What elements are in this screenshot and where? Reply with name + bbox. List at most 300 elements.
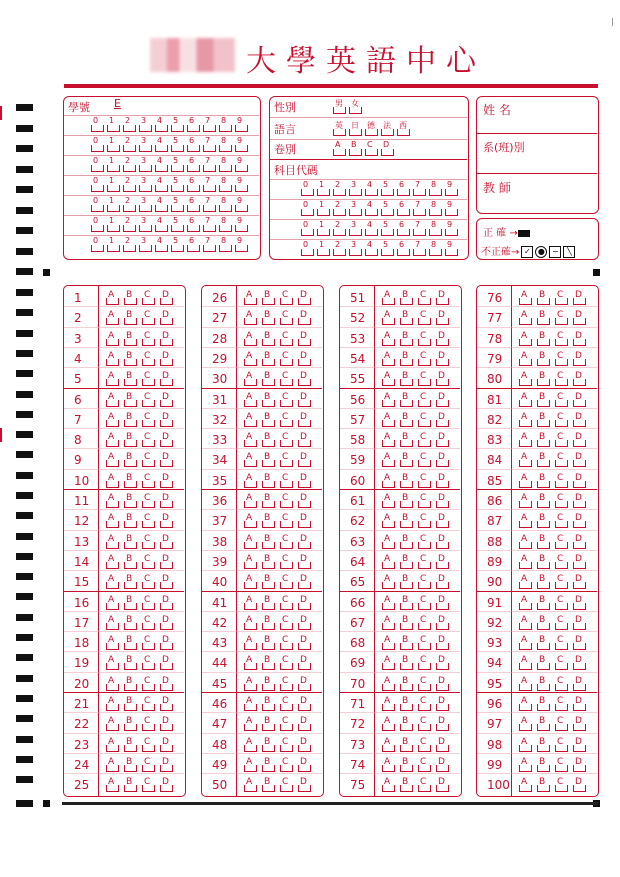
bubble-d[interactable]: D	[158, 474, 176, 488]
bubble-b[interactable]: B	[122, 778, 140, 792]
bubble-d[interactable]: D	[434, 433, 452, 447]
bubble-a[interactable]: A	[104, 616, 122, 630]
bubble-d[interactable]: D	[296, 636, 314, 650]
bubble-a[interactable]: A	[104, 535, 122, 549]
bubble-a[interactable]: A	[380, 372, 398, 386]
bubble-a[interactable]: A	[380, 738, 398, 752]
bubble-a[interactable]: A	[380, 778, 398, 792]
bubble-d[interactable]: D	[571, 494, 589, 508]
bubble-a[interactable]: A	[242, 717, 260, 731]
bubble-4[interactable]: 4	[154, 159, 170, 173]
bubble-8[interactable]: 8	[218, 219, 234, 233]
bubble-a[interactable]: A	[104, 758, 122, 772]
bubble-a[interactable]: A	[380, 656, 398, 670]
bubble-c[interactable]: C	[416, 758, 434, 772]
bubble-b[interactable]: B	[535, 514, 553, 528]
bubble-a[interactable]: A	[517, 413, 535, 427]
bubble-d[interactable]: D	[571, 677, 589, 691]
bubble-d[interactable]: D	[296, 453, 314, 467]
bubble-a[interactable]: A	[517, 677, 535, 691]
bubble-d[interactable]: D	[158, 596, 176, 610]
bubble-a[interactable]: A	[517, 514, 535, 528]
bubble-2[interactable]: 2	[122, 119, 138, 133]
bubble-c[interactable]: C	[278, 697, 296, 711]
bubble-a[interactable]: A	[104, 393, 122, 407]
bubble-2[interactable]: 2	[122, 239, 138, 253]
bubble-a[interactable]: A	[517, 778, 535, 792]
bubble-4[interactable]: 4	[364, 243, 380, 257]
bubble-b[interactable]: B	[535, 738, 553, 752]
volume-bubbles[interactable]	[332, 140, 396, 157]
bubble-西[interactable]: 西	[396, 123, 412, 137]
bubble-c[interactable]: C	[553, 453, 571, 467]
bubble-b[interactable]: B	[260, 474, 278, 488]
bubble-d[interactable]: D	[434, 575, 452, 589]
bubble-c[interactable]: C	[416, 575, 434, 589]
bubble-d[interactable]: D	[571, 717, 589, 731]
bubble-b[interactable]: B	[398, 474, 416, 488]
bubble-c[interactable]: C	[553, 616, 571, 630]
bubble-d[interactable]: D	[571, 352, 589, 366]
bubble-0[interactable]: 0	[90, 179, 106, 193]
bubble-7[interactable]: 7	[412, 203, 428, 217]
bubble-b[interactable]: B	[122, 494, 140, 508]
bubble-c[interactable]: C	[553, 494, 571, 508]
bubble-d[interactable]: D	[380, 143, 396, 157]
bubble-d[interactable]: D	[571, 332, 589, 346]
bubble-c[interactable]: C	[140, 738, 158, 752]
bubble-b[interactable]: B	[260, 453, 278, 467]
bubble-4[interactable]: 4	[154, 119, 170, 133]
bubble-b[interactable]: B	[260, 656, 278, 670]
bubble-a[interactable]: A	[104, 636, 122, 650]
bubble-6[interactable]: 6	[396, 183, 412, 197]
bubble-d[interactable]: D	[296, 616, 314, 630]
bubble-b[interactable]: B	[122, 555, 140, 569]
bubble-b[interactable]: B	[398, 717, 416, 731]
bubble-d[interactable]: D	[296, 433, 314, 447]
bubble-6[interactable]: 6	[396, 243, 412, 257]
bubble-d[interactable]: D	[434, 656, 452, 670]
bubble-a[interactable]: A	[242, 778, 260, 792]
bubble-b[interactable]: B	[260, 697, 278, 711]
bubble-b[interactable]: B	[122, 717, 140, 731]
bubble-c[interactable]: C	[416, 311, 434, 325]
bubble-c[interactable]: C	[140, 433, 158, 447]
bubble-1[interactable]: 1	[106, 239, 122, 253]
bubble-d[interactable]: D	[158, 656, 176, 670]
bubble-a[interactable]: A	[380, 636, 398, 650]
bubble-6[interactable]: 6	[186, 239, 202, 253]
bubble-a[interactable]: A	[517, 535, 535, 549]
bubble-d[interactable]: D	[571, 413, 589, 427]
bubble-d[interactable]: D	[571, 291, 589, 305]
bubble-c[interactable]: C	[553, 291, 571, 305]
bubble-a[interactable]: A	[517, 332, 535, 346]
bubble-c[interactable]: C	[278, 474, 296, 488]
bubble-a[interactable]: A	[517, 393, 535, 407]
bubble-a[interactable]: A	[517, 697, 535, 711]
bubble-b[interactable]: B	[535, 596, 553, 610]
bubble-a[interactable]: A	[517, 636, 535, 650]
bubble-d[interactable]: D	[571, 636, 589, 650]
bubble-d[interactable]: D	[571, 555, 589, 569]
bubble-a[interactable]: A	[242, 535, 260, 549]
bubble-c[interactable]: C	[140, 372, 158, 386]
bubble-c[interactable]: C	[553, 413, 571, 427]
bubble-d[interactable]: D	[296, 332, 314, 346]
bubble-b[interactable]: B	[260, 616, 278, 630]
bubble-a[interactable]: A	[104, 738, 122, 752]
bubble-c[interactable]: C	[416, 778, 434, 792]
bubble-d[interactable]: D	[434, 494, 452, 508]
bubble-d[interactable]: D	[434, 413, 452, 427]
bubble-c[interactable]: C	[278, 413, 296, 427]
bubble-a[interactable]: A	[242, 291, 260, 305]
bubble-d[interactable]: D	[158, 677, 176, 691]
bubble-a[interactable]: A	[332, 143, 348, 157]
bubble-c[interactable]: C	[416, 332, 434, 346]
bubble-b[interactable]: B	[122, 636, 140, 650]
bubble-7[interactable]: 7	[412, 243, 428, 257]
bubble-c[interactable]: C	[278, 291, 296, 305]
bubble-c[interactable]: C	[140, 332, 158, 346]
bubble-b[interactable]: B	[535, 535, 553, 549]
bubble-b[interactable]: B	[260, 738, 278, 752]
bubble-4[interactable]: 4	[364, 203, 380, 217]
bubble-b[interactable]: B	[398, 433, 416, 447]
bubble-d[interactable]: D	[571, 453, 589, 467]
bubble-3[interactable]: 3	[138, 199, 154, 213]
bubble-2[interactable]: 2	[122, 219, 138, 233]
bubble-c[interactable]: C	[140, 393, 158, 407]
bubble-5[interactable]: 5	[170, 239, 186, 253]
bubble-9[interactable]: 9	[234, 159, 250, 173]
bubble-c[interactable]: C	[553, 514, 571, 528]
bubble-c[interactable]: C	[553, 474, 571, 488]
bubble-2[interactable]: 2	[122, 179, 138, 193]
bubble-8[interactable]: 8	[218, 119, 234, 133]
bubble-3[interactable]: 3	[348, 203, 364, 217]
bubble-c[interactable]: C	[140, 555, 158, 569]
bubble-c[interactable]: C	[416, 453, 434, 467]
bubble-7[interactable]: 7	[202, 139, 218, 153]
bubble-1[interactable]: 1	[106, 159, 122, 173]
bubble-a[interactable]: A	[380, 311, 398, 325]
bubble-b[interactable]: B	[398, 555, 416, 569]
bubble-a[interactable]: A	[242, 352, 260, 366]
bubble-c[interactable]: C	[416, 677, 434, 691]
bubble-c[interactable]: C	[278, 535, 296, 549]
bubble-a[interactable]: A	[104, 291, 122, 305]
bubble-a[interactable]: A	[380, 393, 398, 407]
bubble-b[interactable]: B	[398, 535, 416, 549]
bubble-1[interactable]: 1	[316, 243, 332, 257]
bubble-b[interactable]: B	[122, 738, 140, 752]
bubble-8[interactable]: 8	[428, 223, 444, 237]
bubble-b[interactable]: B	[122, 393, 140, 407]
bubble-6[interactable]: 6	[186, 119, 202, 133]
bubble-5[interactable]: 5	[380, 243, 396, 257]
bubble-c[interactable]: C	[140, 413, 158, 427]
bubble-c[interactable]: C	[278, 311, 296, 325]
bubble-b[interactable]: B	[535, 575, 553, 589]
bubble-7[interactable]: 7	[202, 119, 218, 133]
bubble-b[interactable]: B	[398, 291, 416, 305]
bubble-b[interactable]: B	[122, 474, 140, 488]
bubble-c[interactable]: C	[416, 372, 434, 386]
bubble-b[interactable]: B	[122, 758, 140, 772]
bubble-a[interactable]: A	[104, 311, 122, 325]
bubble-c[interactable]: C	[553, 332, 571, 346]
bubble-b[interactable]: B	[398, 311, 416, 325]
bubble-2[interactable]: 2	[122, 159, 138, 173]
bubble-c[interactable]: C	[416, 596, 434, 610]
bubble-d[interactable]: D	[158, 352, 176, 366]
bubble-0[interactable]: 0	[90, 139, 106, 153]
bubble-3[interactable]: 3	[138, 239, 154, 253]
bubble-b[interactable]: B	[260, 596, 278, 610]
bubble-c[interactable]: C	[553, 372, 571, 386]
bubble-c[interactable]: C	[553, 636, 571, 650]
bubble-c[interactable]: C	[416, 656, 434, 670]
bubble-d[interactable]: D	[571, 393, 589, 407]
bubble-b[interactable]: B	[535, 555, 553, 569]
bubble-3[interactable]: 3	[138, 159, 154, 173]
bubble-c[interactable]: C	[416, 433, 434, 447]
bubble-a[interactable]: A	[242, 494, 260, 508]
bubble-d[interactable]: D	[434, 352, 452, 366]
bubble-c[interactable]: C	[416, 697, 434, 711]
bubble-5[interactable]: 5	[170, 119, 186, 133]
bubble-a[interactable]: A	[242, 332, 260, 346]
bubble-b[interactable]: B	[260, 514, 278, 528]
bubble-1[interactable]: 1	[106, 139, 122, 153]
bubble-5[interactable]: 5	[380, 183, 396, 197]
bubble-b[interactable]: B	[260, 372, 278, 386]
bubble-b[interactable]: B	[122, 616, 140, 630]
bubble-d[interactable]: D	[434, 616, 452, 630]
bubble-c[interactable]: C	[416, 514, 434, 528]
bubble-a[interactable]: A	[380, 596, 398, 610]
bubble-b[interactable]: B	[535, 413, 553, 427]
bubble-b[interactable]: B	[535, 291, 553, 305]
bubble-c[interactable]: C	[416, 494, 434, 508]
bubble-d[interactable]: D	[296, 555, 314, 569]
bubble-d[interactable]: D	[158, 738, 176, 752]
bubble-2[interactable]: 2	[332, 243, 348, 257]
bubble-d[interactable]: D	[158, 535, 176, 549]
bubble-b[interactable]: B	[535, 372, 553, 386]
bubble-c[interactable]: C	[140, 575, 158, 589]
bubble-c[interactable]: C	[140, 677, 158, 691]
bubble-a[interactable]: A	[242, 372, 260, 386]
bubble-a[interactable]: A	[104, 413, 122, 427]
bubble-1[interactable]: 1	[316, 183, 332, 197]
bubble-4[interactable]: 4	[364, 223, 380, 237]
bubble-8[interactable]: 8	[428, 183, 444, 197]
bubble-b[interactable]: B	[260, 494, 278, 508]
bubble-c[interactable]: C	[140, 474, 158, 488]
bubble-c[interactable]: C	[553, 393, 571, 407]
bubble-a[interactable]: A	[380, 758, 398, 772]
bubble-c[interactable]: C	[278, 677, 296, 691]
bubble-c[interactable]: C	[140, 616, 158, 630]
bubble-b[interactable]: B	[535, 453, 553, 467]
bubble-c[interactable]: C	[553, 717, 571, 731]
bubble-a[interactable]: A	[517, 738, 535, 752]
bubble-d[interactable]: D	[296, 677, 314, 691]
bubble-c[interactable]: C	[553, 575, 571, 589]
bubble-a[interactable]: A	[104, 697, 122, 711]
bubble-b[interactable]: B	[260, 291, 278, 305]
bubble-日[interactable]: 日	[348, 123, 364, 137]
bubble-a[interactable]: A	[380, 352, 398, 366]
bubble-d[interactable]: D	[434, 514, 452, 528]
bubble-8[interactable]: 8	[428, 203, 444, 217]
bubble-0[interactable]: 0	[90, 239, 106, 253]
bubble-d[interactable]: D	[571, 738, 589, 752]
bubble-d[interactable]: D	[296, 291, 314, 305]
bubble-4[interactable]: 4	[154, 239, 170, 253]
bubble-c[interactable]: C	[278, 717, 296, 731]
bubble-d[interactable]: D	[571, 311, 589, 325]
bubble-1[interactable]: 1	[106, 179, 122, 193]
bubble-0[interactable]: 0	[90, 159, 106, 173]
bubble-7[interactable]: 7	[202, 199, 218, 213]
bubble-b[interactable]: B	[535, 616, 553, 630]
bubble-b[interactable]: B	[535, 393, 553, 407]
bubble-d[interactable]: D	[158, 413, 176, 427]
bubble-2[interactable]: 2	[122, 199, 138, 213]
bubble-b[interactable]: B	[260, 311, 278, 325]
bubble-d[interactable]: D	[571, 372, 589, 386]
bubble-d[interactable]: D	[571, 535, 589, 549]
bubble-a[interactable]: A	[104, 596, 122, 610]
bubble-b[interactable]: B	[122, 575, 140, 589]
bubble-d[interactable]: D	[434, 474, 452, 488]
bubble-c[interactable]: C	[553, 433, 571, 447]
bubble-c[interactable]: C	[278, 514, 296, 528]
bubble-d[interactable]: D	[296, 372, 314, 386]
bubble-8[interactable]: 8	[218, 199, 234, 213]
bubble-c[interactable]: C	[553, 311, 571, 325]
bubble-a[interactable]: A	[242, 575, 260, 589]
bubble-b[interactable]: B	[398, 332, 416, 346]
bubble-3[interactable]: 3	[348, 183, 364, 197]
bubble-b[interactable]: B	[398, 494, 416, 508]
bubble-6[interactable]: 6	[186, 179, 202, 193]
bubble-d[interactable]: D	[296, 575, 314, 589]
bubble-c[interactable]: C	[416, 352, 434, 366]
bubble-a[interactable]: A	[242, 433, 260, 447]
bubble-b[interactable]: B	[398, 575, 416, 589]
bubble-c[interactable]: C	[278, 758, 296, 772]
bubble-8[interactable]: 8	[218, 239, 234, 253]
bubble-b[interactable]: B	[398, 453, 416, 467]
bubble-b[interactable]: B	[122, 433, 140, 447]
bubble-a[interactable]: A	[517, 433, 535, 447]
bubble-a[interactable]: A	[104, 372, 122, 386]
bubble-c[interactable]: C	[278, 555, 296, 569]
bubble-d[interactable]: D	[434, 738, 452, 752]
bubble-7[interactable]: 7	[202, 159, 218, 173]
bubble-b[interactable]: B	[260, 352, 278, 366]
bubble-a[interactable]: A	[517, 352, 535, 366]
bubble-c[interactable]: C	[553, 596, 571, 610]
bubble-b[interactable]: B	[122, 697, 140, 711]
bubble-a[interactable]: A	[104, 453, 122, 467]
bubble-a[interactable]: A	[517, 596, 535, 610]
bubble-3[interactable]: 3	[138, 119, 154, 133]
bubble-c[interactable]: C	[140, 697, 158, 711]
bubble-9[interactable]: 9	[234, 179, 250, 193]
bubble-英[interactable]: 英	[332, 123, 348, 137]
bubble-c[interactable]: C	[278, 636, 296, 650]
bubble-a[interactable]: A	[104, 494, 122, 508]
bubble-b[interactable]: B	[348, 143, 364, 157]
bubble-9[interactable]: 9	[444, 183, 460, 197]
bubble-d[interactable]: D	[296, 413, 314, 427]
bubble-d[interactable]: D	[434, 596, 452, 610]
bubble-0[interactable]: 0	[300, 203, 316, 217]
bubble-d[interactable]: D	[434, 291, 452, 305]
bubble-c[interactable]: C	[416, 717, 434, 731]
bubble-a[interactable]: A	[242, 596, 260, 610]
bubble-c[interactable]: C	[278, 738, 296, 752]
bubble-b[interactable]: B	[535, 433, 553, 447]
bubble-7[interactable]: 7	[202, 239, 218, 253]
bubble-a[interactable]: A	[104, 332, 122, 346]
bubble-0[interactable]: 0	[90, 119, 106, 133]
bubble-d[interactable]: D	[434, 636, 452, 650]
bubble-b[interactable]: B	[122, 453, 140, 467]
bubble-7[interactable]: 7	[412, 183, 428, 197]
bubble-b[interactable]: B	[122, 372, 140, 386]
bubble-a[interactable]: A	[104, 717, 122, 731]
bubble-d[interactable]: D	[434, 372, 452, 386]
bubble-d[interactable]: D	[571, 697, 589, 711]
bubble-a[interactable]: A	[242, 656, 260, 670]
bubble-5[interactable]: 5	[380, 203, 396, 217]
bubble-a[interactable]: A	[380, 616, 398, 630]
bubble-a[interactable]: A	[380, 677, 398, 691]
bubble-9[interactable]: 9	[234, 239, 250, 253]
bubble-7[interactable]: 7	[202, 179, 218, 193]
bubble-5[interactable]: 5	[170, 139, 186, 153]
bubble-b[interactable]: B	[260, 393, 278, 407]
bubble-d[interactable]: D	[571, 616, 589, 630]
bubble-d[interactable]: D	[158, 636, 176, 650]
bubble-d[interactable]: D	[434, 758, 452, 772]
bubble-6[interactable]: 6	[186, 159, 202, 173]
bubble-d[interactable]: D	[434, 453, 452, 467]
bubble-d[interactable]: D	[158, 332, 176, 346]
bubble-a[interactable]: A	[242, 393, 260, 407]
bubble-9[interactable]: 9	[234, 199, 250, 213]
bubble-a[interactable]: A	[380, 494, 398, 508]
bubble-d[interactable]: D	[158, 575, 176, 589]
bubble-女[interactable]: 女	[348, 101, 364, 115]
bubble-b[interactable]: B	[398, 738, 416, 752]
bubble-d[interactable]: D	[158, 372, 176, 386]
bubble-c[interactable]: C	[553, 778, 571, 792]
bubble-d[interactable]: D	[434, 555, 452, 569]
bubble-d[interactable]: D	[434, 535, 452, 549]
bubble-法[interactable]: 法	[380, 123, 396, 137]
bubble-3[interactable]: 3	[138, 179, 154, 193]
bubble-c[interactable]: C	[553, 677, 571, 691]
